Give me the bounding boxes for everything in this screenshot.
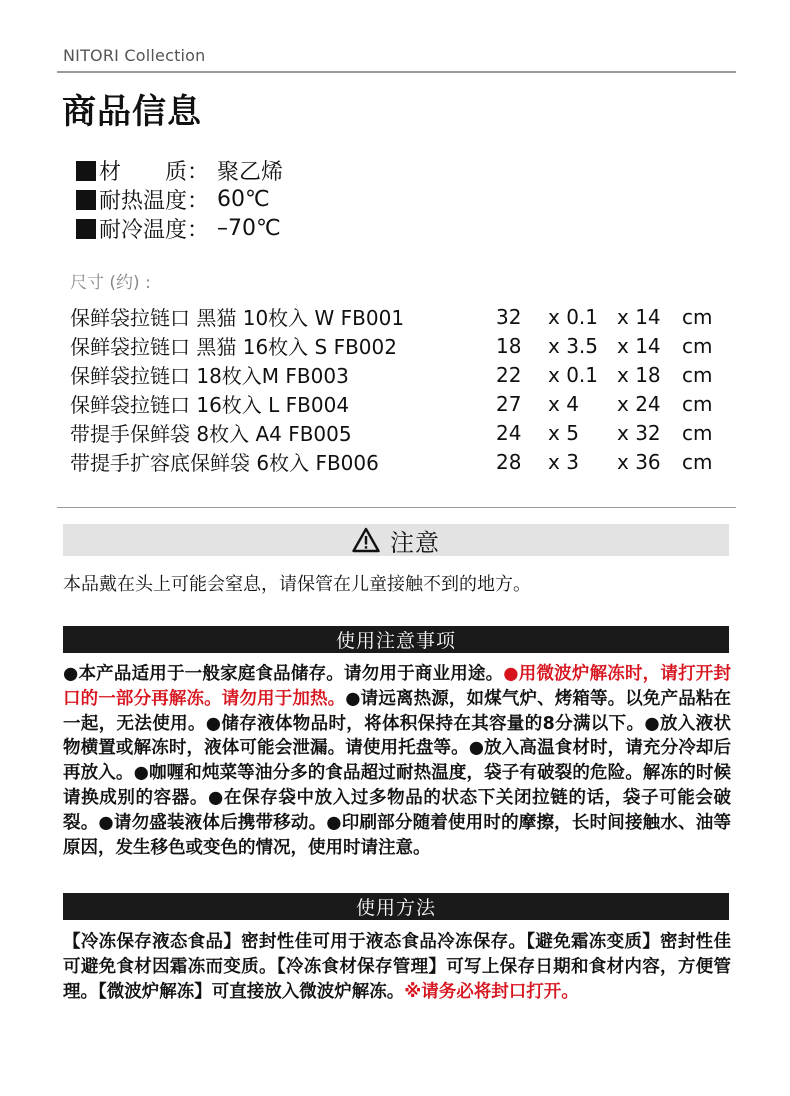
- table-row: [70, 447, 722, 476]
- size-width: 32: [496, 304, 522, 329]
- spec-value: –70℃: [217, 216, 281, 241]
- size-gusset: x 4: [548, 391, 579, 416]
- usage-part-1: 【冷冻保存液态食品】密封性佳可用于液态食品冷冻保存。【避免霜冻变质】密封性佳可避免食材因霜冻而变质。【冷冻食材保存管理】可写上保存日期和食材内容，方便管理。【微波炉解冻】可直接放入微波炉解冻。: [63, 932, 731, 1002]
- size-width: 24: [496, 420, 522, 445]
- table-row: [70, 302, 722, 331]
- size-product-name: 保鲜袋拉链口 黑猫 10枚入 W FB001: [70, 306, 405, 330]
- precautions-text: [63, 662, 731, 860]
- size-table: [70, 302, 722, 476]
- size-gusset: x 5: [548, 420, 579, 445]
- page-title: 商品信息: [62, 92, 202, 132]
- size-unit: cm: [682, 391, 713, 416]
- size-product-name: 带提手扩容底保鲜袋 6枚入 FB006: [70, 451, 379, 475]
- size-width: 27: [496, 391, 522, 416]
- spec-value: 60℃: [217, 187, 270, 212]
- precautions-part-1: ●本产品适用于一般家庭食品储存。请勿用于商业用途。: [63, 664, 504, 684]
- size-height: x 14: [617, 304, 661, 329]
- size-product-name: 带提手保鲜袋 8枚入 A4 FB005: [70, 422, 352, 446]
- size-product-name: 保鲜袋拉链口 16枚入 L FB004: [70, 393, 350, 417]
- size-height: x 36: [617, 449, 661, 474]
- usage-open-seal-warning: ※请务必将封口打开。: [404, 981, 579, 1002]
- size-product-name: 保鲜袋拉链口 18枚入M FB003: [70, 364, 349, 388]
- spec-list: [76, 156, 283, 243]
- warning-triangle-icon: [352, 527, 380, 553]
- bullet-square-icon: [76, 219, 96, 239]
- spec-label: 耐热温度：: [99, 189, 210, 214]
- size-width: 18: [496, 333, 522, 358]
- spec-label: 耐冷温度：: [99, 218, 210, 243]
- size-unit: cm: [682, 420, 713, 445]
- size-height: x 32: [617, 420, 661, 445]
- size-caption: 尺寸 (约) :: [70, 273, 151, 293]
- precautions-part-3: ●请远离热源，如煤气炉、烤箱等。以免产品粘在一起，无法使用。●储存液体物品时，将体积保持在其容量的8分满以下。●放入液状物横置或解冻时，液体可能会泄漏。请使用托盘等。●放入高温食材时，请充分冷却后再放入。●咖喱和炖菜等油分多的食品超过耐热温度，袋子有破裂的危险。解冻的时候请换成别的容器。●在保存袋中放入过多物品的状态下关闭拉链的话，袋子可能会破裂。●请勿盛装液体后携带移动。●印刷部分随着使用时的摩擦，长时间接触水、油等原因，发生移色或变色的情况，使用时请注意。: [63, 688, 731, 858]
- size-gusset: x 0.1: [548, 362, 598, 387]
- spec-heat-resistance: [76, 185, 283, 214]
- bullet-square-icon: [76, 190, 96, 210]
- size-gusset: x 0.1: [548, 304, 598, 329]
- spec-cold-resistance: [76, 214, 283, 243]
- size-unit: cm: [682, 304, 713, 329]
- precautions-header: 使用注意事项: [63, 626, 729, 653]
- size-width: 22: [496, 362, 522, 387]
- usage-header: 使用方法: [63, 893, 729, 920]
- size-height: x 14: [617, 333, 661, 358]
- warning-header: [63, 524, 729, 556]
- size-product-name: 保鲜袋拉链口 黑猫 16枚入 S FB002: [70, 335, 397, 359]
- bullet-square-icon: [76, 161, 96, 181]
- size-gusset: x 3: [548, 449, 579, 474]
- size-width: 28: [496, 449, 522, 474]
- spec-value: 聚乙烯: [217, 160, 284, 185]
- usage-text: [63, 930, 731, 1004]
- warning-title: 注意: [390, 528, 440, 557]
- top-divider: [57, 71, 736, 73]
- size-unit: cm: [682, 362, 713, 387]
- section-divider: [57, 507, 736, 508]
- size-height: x 24: [617, 391, 661, 416]
- size-unit: cm: [682, 449, 713, 474]
- precautions-microwave-warning: ●用微波炉解冻时，请打开封口的一部分再解冻。请勿用于加热。: [63, 664, 731, 709]
- spec-material: [76, 156, 283, 185]
- table-row: [70, 418, 722, 447]
- size-unit: cm: [682, 333, 713, 358]
- table-row: [70, 389, 722, 418]
- warning-text: 本品戴在头上可能会窒息，请保管在儿童接触不到的地方。: [63, 574, 531, 595]
- size-gusset: x 3.5: [548, 333, 598, 358]
- table-row: [70, 331, 722, 360]
- spec-label: 材 质：: [99, 160, 210, 185]
- table-row: [70, 360, 722, 389]
- size-height: x 18: [617, 362, 661, 387]
- brand-name: NITORI Collection: [63, 46, 206, 65]
